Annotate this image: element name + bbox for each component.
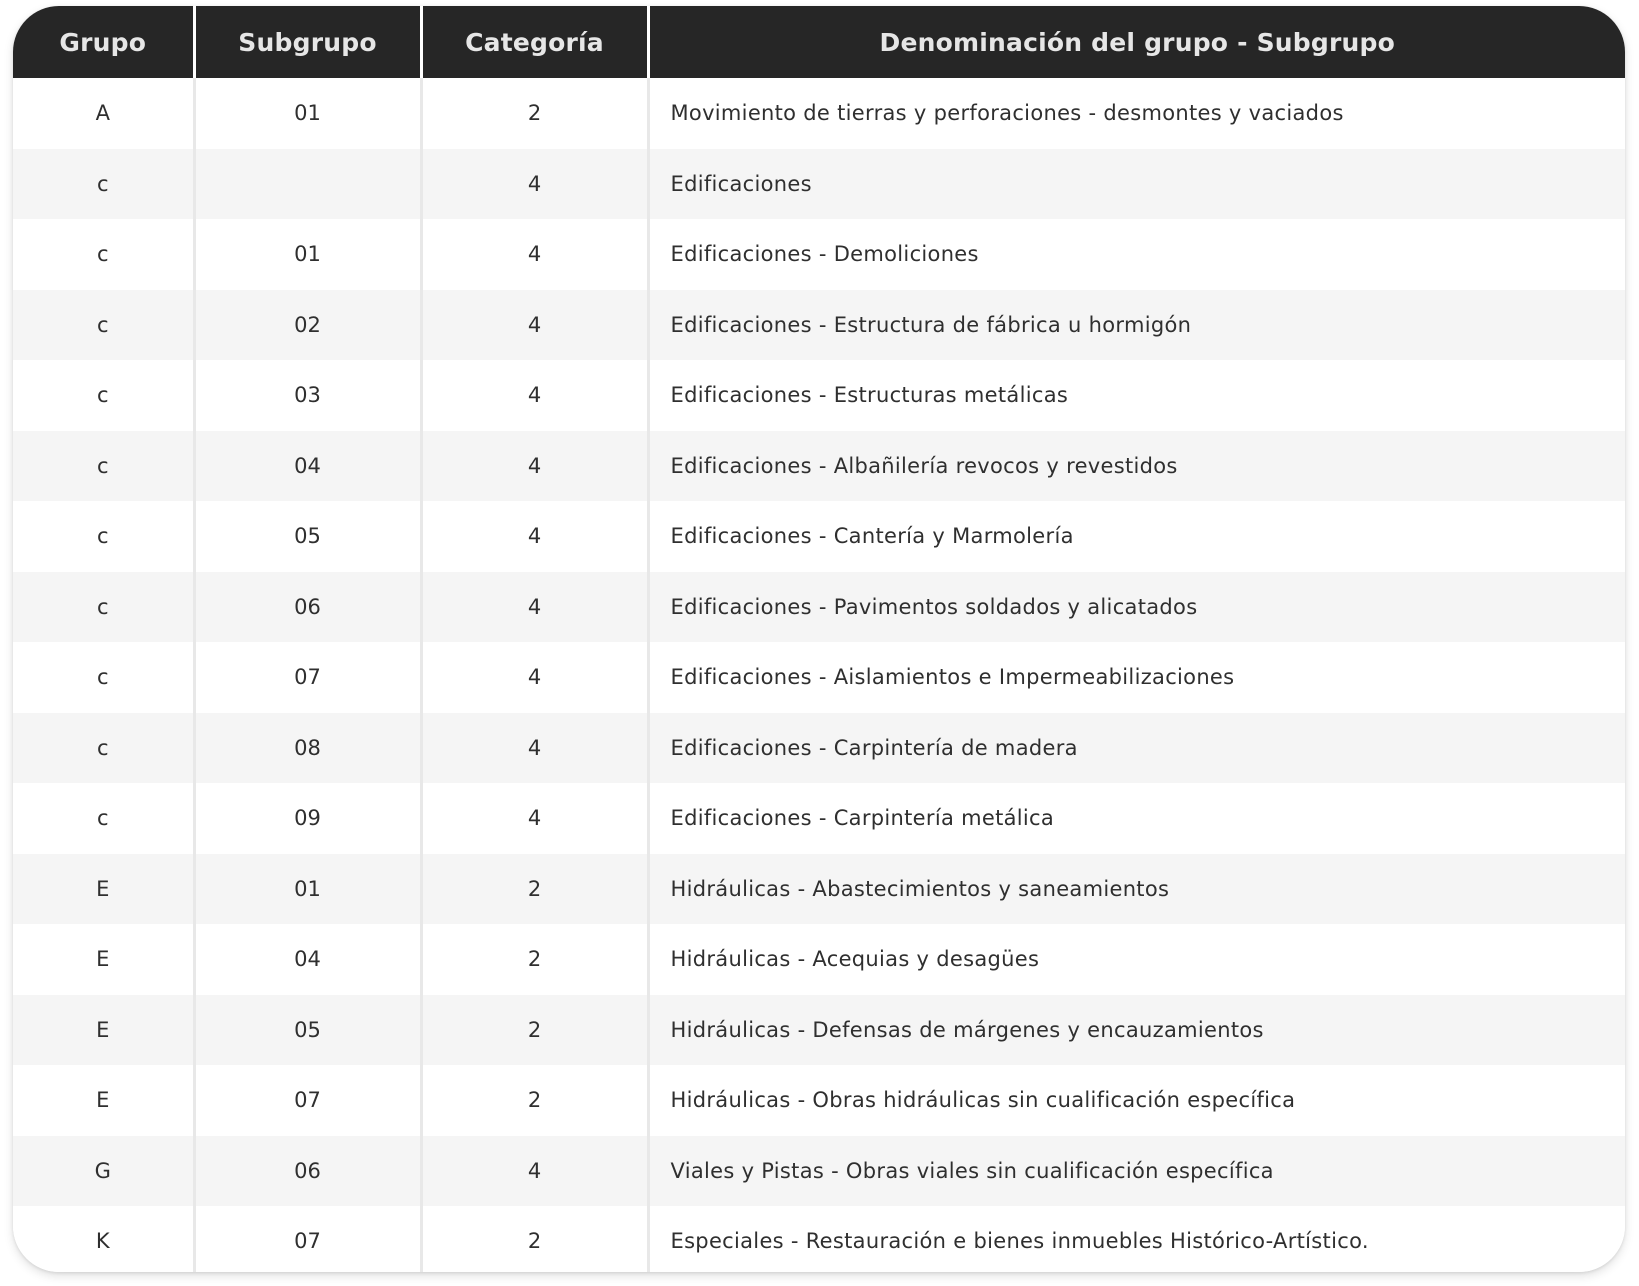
cell-grupo: E [13,995,194,1066]
cell-subgrupo: 05 [194,995,421,1066]
header-grupo: Grupo [13,6,194,78]
table-row [13,924,1625,995]
header-subgrupo: Subgrupo [194,6,421,78]
header-row [13,6,1625,78]
cell-grupo: c [13,431,194,502]
cell-grupo: c [13,360,194,431]
cell-categoria: 2 [421,1065,648,1136]
cell-categoria: 4 [421,1136,648,1207]
cell-categoria: 4 [421,572,648,643]
cell-grupo: c [13,290,194,361]
table-row [13,219,1625,290]
cell-grupo: c [13,219,194,290]
cell-grupo: G [13,1136,194,1207]
table-row [13,995,1625,1066]
cell-grupo: A [13,78,194,149]
cell-subgrupo: 06 [194,572,421,643]
cell-grupo: c [13,572,194,643]
cell-denominacion: Edificaciones - Pavimentos soldados y alicatados [648,572,1625,643]
cell-categoria: 4 [421,501,648,572]
cell-subgrupo [194,149,421,220]
cell-subgrupo: 03 [194,360,421,431]
cell-subgrupo: 07 [194,1065,421,1136]
header-categoria: Categoría [421,6,648,78]
cell-categoria: 4 [421,149,648,220]
cell-denominacion: Hidráulicas - Obras hidráulicas sin cualificación específica [648,1065,1625,1136]
cell-categoria: 2 [421,1206,648,1272]
cell-categoria: 4 [421,642,648,713]
table-row [13,290,1625,361]
table-row [13,431,1625,502]
cell-denominacion: Edificaciones - Aislamientos e Impermeabilizaciones [648,642,1625,713]
cell-categoria: 4 [421,783,648,854]
table-row [13,78,1625,149]
cell-subgrupo: 09 [194,783,421,854]
table-row [13,501,1625,572]
cell-subgrupo: 01 [194,854,421,925]
cell-denominacion: Edificaciones - Carpintería metálica [648,783,1625,854]
table-row [13,1206,1625,1272]
cell-categoria: 2 [421,78,648,149]
cell-denominacion: Movimiento de tierras y perforaciones - desmontes y vaciados [648,78,1625,149]
cell-denominacion: Edificaciones - Estructuras metálicas [648,360,1625,431]
cell-subgrupo: 01 [194,219,421,290]
cell-categoria: 4 [421,360,648,431]
cell-grupo: c [13,642,194,713]
table-row [13,854,1625,925]
cell-subgrupo: 04 [194,431,421,502]
cell-subgrupo: 04 [194,924,421,995]
cell-denominacion: Especiales - Restauración e bienes inmuebles Histórico-Artístico. [648,1206,1625,1272]
cell-denominacion: Hidráulicas - Acequias y desagües [648,924,1625,995]
cell-categoria: 2 [421,924,648,995]
cell-grupo: c [13,713,194,784]
table-row [13,642,1625,713]
cell-categoria: 4 [421,219,648,290]
cell-denominacion: Hidráulicas - Abastecimientos y saneamientos [648,854,1625,925]
cell-denominacion: Edificaciones - Cantería y Marmolería [648,501,1625,572]
cell-grupo: E [13,924,194,995]
cell-subgrupo: 07 [194,642,421,713]
cell-grupo: c [13,149,194,220]
table-body [13,78,1625,1272]
header-denominacion: Denominación del grupo - Subgrupo [648,6,1625,78]
cell-categoria: 4 [421,290,648,361]
cell-subgrupo: 06 [194,1136,421,1207]
cell-subgrupo: 05 [194,501,421,572]
cell-denominacion: Edificaciones - Estructura de fábrica u hormigón [648,290,1625,361]
cell-subgrupo: 01 [194,78,421,149]
cell-denominacion: Edificaciones - Carpintería de madera [648,713,1625,784]
cell-denominacion: Viales y Pistas - Obras viales sin cualificación específica [648,1136,1625,1207]
table-row [13,1065,1625,1136]
cell-denominacion: Hidráulicas - Defensas de márgenes y encauzamientos [648,995,1625,1066]
cell-grupo: E [13,854,194,925]
cell-grupo: c [13,783,194,854]
cell-denominacion: Edificaciones [648,149,1625,220]
cell-subgrupo: 08 [194,713,421,784]
cell-categoria: 4 [421,713,648,784]
classification-table-card [13,6,1625,1272]
table-row [13,1136,1625,1207]
classification-table [13,6,1625,1272]
table-row [13,572,1625,643]
table-row [13,783,1625,854]
cell-denominacion: Edificaciones - Albañilería revocos y revestidos [648,431,1625,502]
table-row [13,360,1625,431]
table-row [13,713,1625,784]
table-row [13,149,1625,220]
cell-categoria: 2 [421,854,648,925]
cell-denominacion: Edificaciones - Demoliciones [648,219,1625,290]
cell-grupo: E [13,1065,194,1136]
cell-subgrupo: 02 [194,290,421,361]
cell-categoria: 4 [421,431,648,502]
cell-grupo: c [13,501,194,572]
cell-subgrupo: 07 [194,1206,421,1272]
table-header [13,6,1625,78]
cell-categoria: 2 [421,995,648,1066]
cell-grupo: K [13,1206,194,1272]
